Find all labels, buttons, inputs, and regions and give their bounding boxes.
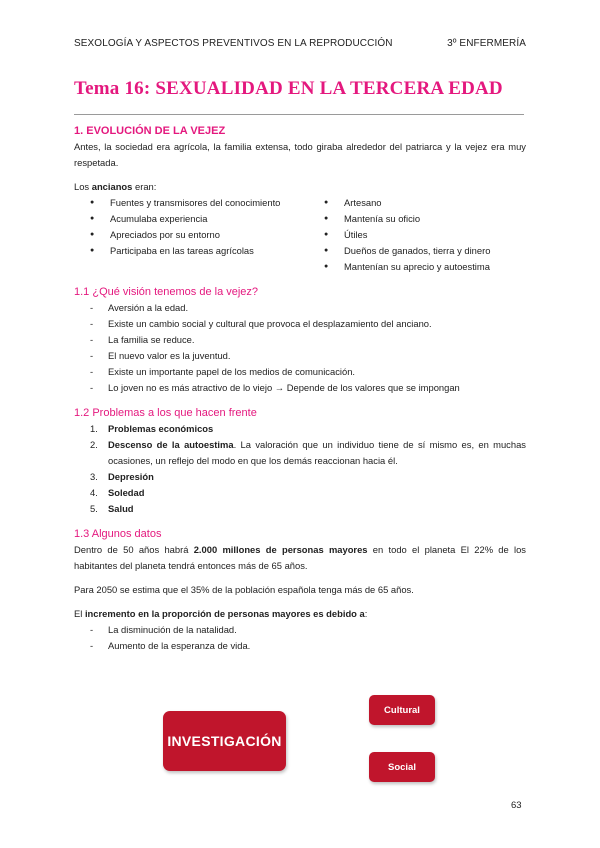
header-subject: SEXOLOGÍA Y ASPECTOS PREVENTIVOS EN LA REPRODUCCIÓN [74,38,393,49]
cultural-box: Cultural [369,695,435,725]
list-item: - Existe un importante papel de los medios de comunicación. [74,364,526,380]
main-content [74,124,526,654]
list-item [74,437,526,469]
list-item: ● Dueños de ganados, tierra y dinero [322,243,490,259]
p3-bold: incremento en la proporción de personas mayores es debido a [84,608,365,619]
list-item: - Existe un cambio social y cultural que provoca el desplazamiento del anciano. [74,316,526,332]
p1-pre: Dentro de 50 años habrá [74,544,194,555]
section-heading-1-3: 1.3 Algunos datos [74,528,162,540]
item-bold: Problemas económicos [108,423,214,434]
list-item [74,485,526,501]
ancianos-bold: ancianos [91,181,133,192]
list-item [74,501,526,517]
title-divider [74,114,524,115]
datos-paragraph-1 [74,542,526,574]
section-heading-1-1: 1.1 ¿Qué visión tenemos de la vejez? [74,286,259,298]
list-item: ● Mantenía su oficio [322,211,490,227]
item-number: 2. [90,439,98,450]
list-item: ● Acumulaba experiencia [88,211,322,227]
datos-paragraph-3 [74,606,526,622]
list-item: - La familia se reduce. [74,332,526,348]
p1-post: en todo el planeta El 22% de los habitantes del planeta tendrá entonces más de 65 años. [74,544,526,571]
page-number: 63 [511,800,522,811]
list-item: ● Apreciados por su entorno [88,227,322,243]
list-item: - Aversión a la edad. [74,300,526,316]
section-heading-1: 1. EVOLUCIÓN DE LA VEJEZ [74,125,226,137]
list-item: - La disminución de la natalidad. [74,622,526,638]
item-number: 4. [90,487,98,498]
item-text: . La valoración que un individuo tiene de sí mismo es, en muchas ocasiones, un reflejo del modo en que los demás reaccionan hacia él. [108,439,526,466]
ancianos-post: eran: [132,181,157,192]
list-item: ● Útiles [322,227,490,243]
ancianos-list-right [322,195,490,275]
section-heading-1-2: 1.2 Problemas a los que hacen frente [74,407,257,419]
ancianos-list-left [74,195,322,275]
p3-pre: El [74,608,85,619]
social-box: Social [369,752,435,782]
list-item: - El nuevo valor es la juventud. [74,348,526,364]
list-item: ● Participaba en las tareas agrícolas [88,243,322,259]
item-number: 1. [90,423,98,434]
item-bold: Depresión [108,471,154,482]
ancianos-pre: Los [74,181,92,192]
item-bold: Salud [108,503,134,514]
item-number: 3. [90,471,98,482]
list-item: - Lo joven no es más atractivo de lo viejo → Depende de los valores que se impongan [74,380,526,396]
item-bold: Descenso de la autoestima [108,439,234,450]
ancianos-lead [74,179,526,195]
page-title: Tema 16: SEXUALIDAD EN LA TERCERA EDAD [74,78,503,99]
section-1-intro: Antes, la sociedad era agrícola, la familia extensa, todo giraba alrededor del patriarca y la vejez era muy respetada. [74,141,526,168]
incremento-list [74,622,526,654]
p1-bold: 2.000 millones de personas mayores [193,544,368,555]
header-course: 3º ENFERMERÍA [447,38,526,49]
list-item [74,421,526,437]
list-item: - Aumento de la esperanza de vida. [74,638,526,654]
vision-list [74,300,526,396]
item-number: 5. [90,503,98,514]
problems-list [74,421,526,517]
list-item: ● Fuentes y transmisores del conocimiento [88,195,322,211]
list-item: ● Artesano [322,195,490,211]
list-item: ● Mantenían su aprecio y autoestima [322,259,490,275]
p3-post: : [364,608,368,619]
list-item [74,469,526,485]
datos-paragraph-2: Para 2050 se estima que el 35% de la población española tenga más de 65 años. [74,584,414,595]
investigacion-box: INVESTIGACIÓN [163,711,286,771]
ancianos-lists [74,195,526,275]
item-bold: Soledad [108,487,145,498]
